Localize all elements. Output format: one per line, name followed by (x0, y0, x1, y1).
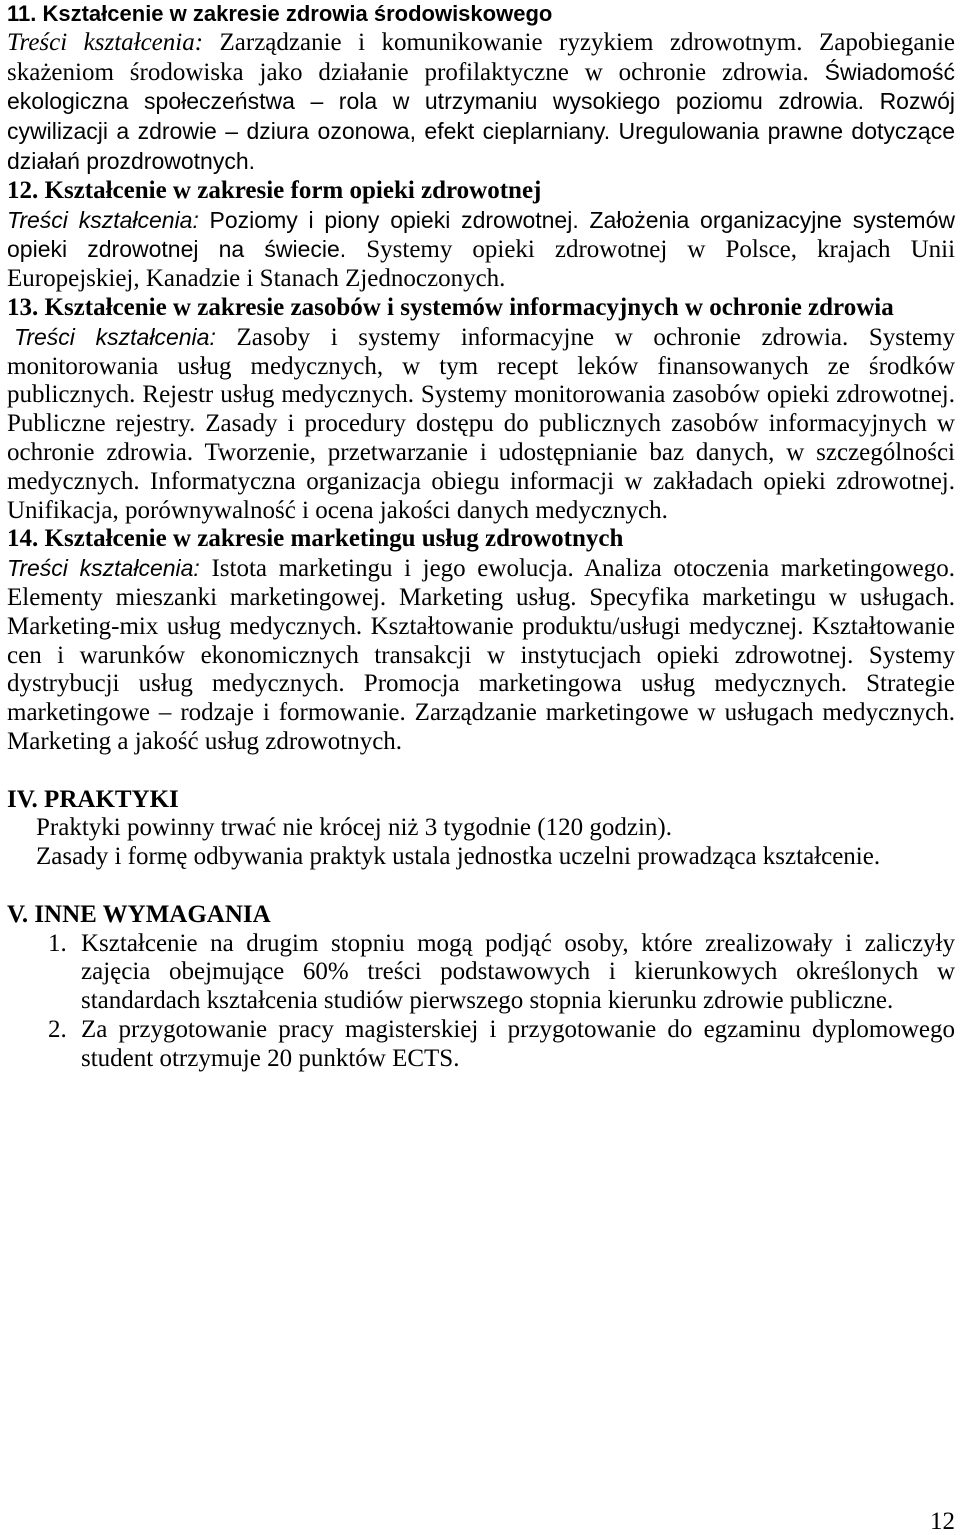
section-11-content (7, 29, 955, 177)
requirement-text: Kształcenie na drugim stopniu mogą podjąć osoby, które zrealizowały i zaliczyły zajęcia obejmujące 60% treści podstawowych i kierunkowych określonych w standardach kształcenia studiów pierwszego stopnia kierunku zdrowie publiczne. (81, 929, 955, 1015)
requirement-item (7, 930, 955, 1016)
section-13-content (7, 323, 955, 526)
section-11-text-part-1: Zarządzanie i komunikowanie ryzykiem zdrowotnym. Zapobieganie skażeniom środowiska jako działanie profilaktyczne w ochronie zdrowia. (7, 28, 955, 86)
spacer (7, 757, 955, 786)
section-12-label: Treści kształcenia: (7, 206, 199, 233)
section-14-heading: 14. Kształcenie w zakresie marketingu usług zdrowotnych (7, 525, 624, 553)
requirement-text: Za przygotowanie pracy magisterskiej i przygotowanie do egzaminu dyplomowego student otrzymuje 20 punktów ECTS. (81, 1015, 955, 1072)
requirement-number: 1. (48, 929, 67, 957)
praktyki-line-duration: Praktyki powinny trwać nie krócej niż 3 tygodnie (120 godzin). (36, 814, 672, 842)
section-12-content (7, 206, 955, 294)
inne-wymagania-heading: V. INNE WYMAGANIA (7, 900, 271, 928)
section-11-text-part-2: Świadomość ekologiczna społeczeństwa – rola w utrzymaniu wysokiego poziomu zdrowia. Rozwój cywilizacji a zdrowie – dziura ozonowa, efekt cieplarniany. Uregulowania prawne dotyczące działań prozdrowotnych. (7, 58, 956, 174)
spacer (7, 872, 955, 901)
section-13-heading: 13. Kształcenie w zakresie zasobów i systemów informacyjnych w ochronie zdrowia (7, 293, 894, 321)
requirement-item (7, 1016, 955, 1074)
section-12-text-part-2: Systemy opieki zdrowotnej w Polsce, krajach Unii Europejskiej, Kanadzie i Stanach Zjednoczonych. (7, 236, 956, 293)
section-12-heading: 12. Kształcenie w zakresie form opieki zdrowotnej (7, 176, 542, 204)
requirement-number: 2. (48, 1015, 67, 1043)
section-14-label: Treści kształcenia: (7, 555, 200, 582)
section-13-label: Treści kształcenia: (14, 323, 216, 350)
section-11-heading: 11. Kształcenie w zakresie zdrowia środowiskowego (7, 1, 553, 26)
praktyki-heading: IV. PRAKTYKI (7, 785, 179, 813)
praktyki-line-rules: Zasady i formę odbywania praktyk ustala jednostka uczelni prowadząca kształcenie. (36, 843, 881, 871)
section-13-text: Zasoby i systemy informacyjne w ochronie zdrowia. Systemy monitorowania usług medycznych, w tym recept leków finansowanych ze środków publicznych. Rejestr usług medycznych. Systemy monitorowania zasobów opieki zdrowotnej. Publiczne rejestry. Zasady i procedury dostępu do publicznych zasobów informacyjnych w ochronie zdrowia. Tworzenie, przetwarzanie i udostępnianie baz danych, w szczególności medycznych. Informatyczna organizacja obiegu informacji w zakładach opieki zdrowotnej. Unifikacja, porównywalność i ocena jakości danych medycznych. (7, 323, 956, 524)
section-12-text-part-1: Poziomy i piony opieki zdrowotnej. Założenia organizacyjne systemów opieki zdrowotnej na świecie. (7, 206, 955, 263)
section-14-text: Istota marketingu i jego ewolucja. Analiza otoczenia marketingowego. Elementy mieszanki marketingowej. Marketing usług. Specyfika marketingu w usługach. Marketing-mix usług medycznych. Kształtowanie produktu/usługi medycznej. Kształtowanie cen i warunków ekonomicznych transakcji w instytucjach opieki zdrowotnej. Systemy dystrybucji usług medycznych. Promocja marketingowa usług medycznych. Strategie marketingowe – rodzaje i formowanie. Zarządzanie marketingowe w usługach medycznych. Marketing a jakość usług zdrowotnych. (7, 555, 955, 755)
section-14-content (7, 554, 955, 757)
page-number: 12 (930, 1508, 955, 1535)
section-11-label: Treści kształcenia: (7, 28, 204, 56)
